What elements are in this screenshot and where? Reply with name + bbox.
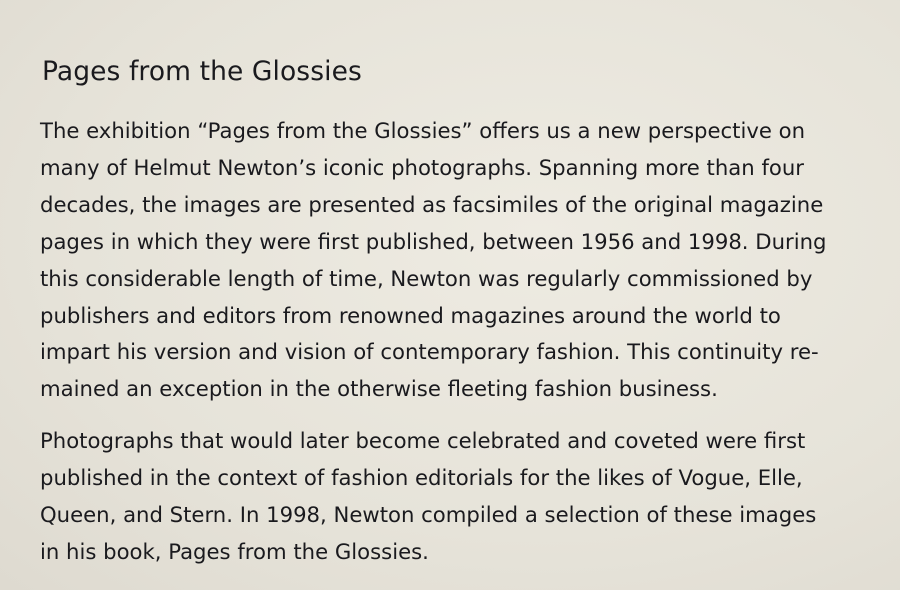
text-line: published in the context of fashion editorials for the likes of Vogue, Elle, [40,464,803,490]
text-line: this considerable length of time, Newton was regularly commissioned by [40,265,813,291]
text-line: impart his version and vision of contemporary fashion. This continuity re- [40,339,819,365]
intro-paragraph [40,113,827,408]
text-line: publishers and editors from renowned magazines around the world to [40,302,781,328]
panel-title: Pages from the Glossies [42,56,362,87]
second-paragraph [40,423,816,571]
text-line: Queen, and Stern. In 1998, Newton compiled a selection of these images [40,501,817,527]
text-line: decades, the images are presented as facsimiles of the original magazine [40,191,824,217]
text-line: Photographs that would later become celebrated and coveted were first [40,428,806,453]
text-line: in his book, Pages from the Glossies. [40,538,429,564]
text-line: pages in which they were first published, between 1956 and 1998. During [40,228,827,254]
text-line: many of Helmut Newton’s iconic photographs. Spanning more than four [40,154,805,180]
text-line: mained an exception in the otherwise fleeting fashion business. [40,376,718,402]
text-line: The exhibition “Pages from the Glossies” offers us a new perspective on [40,118,806,143]
